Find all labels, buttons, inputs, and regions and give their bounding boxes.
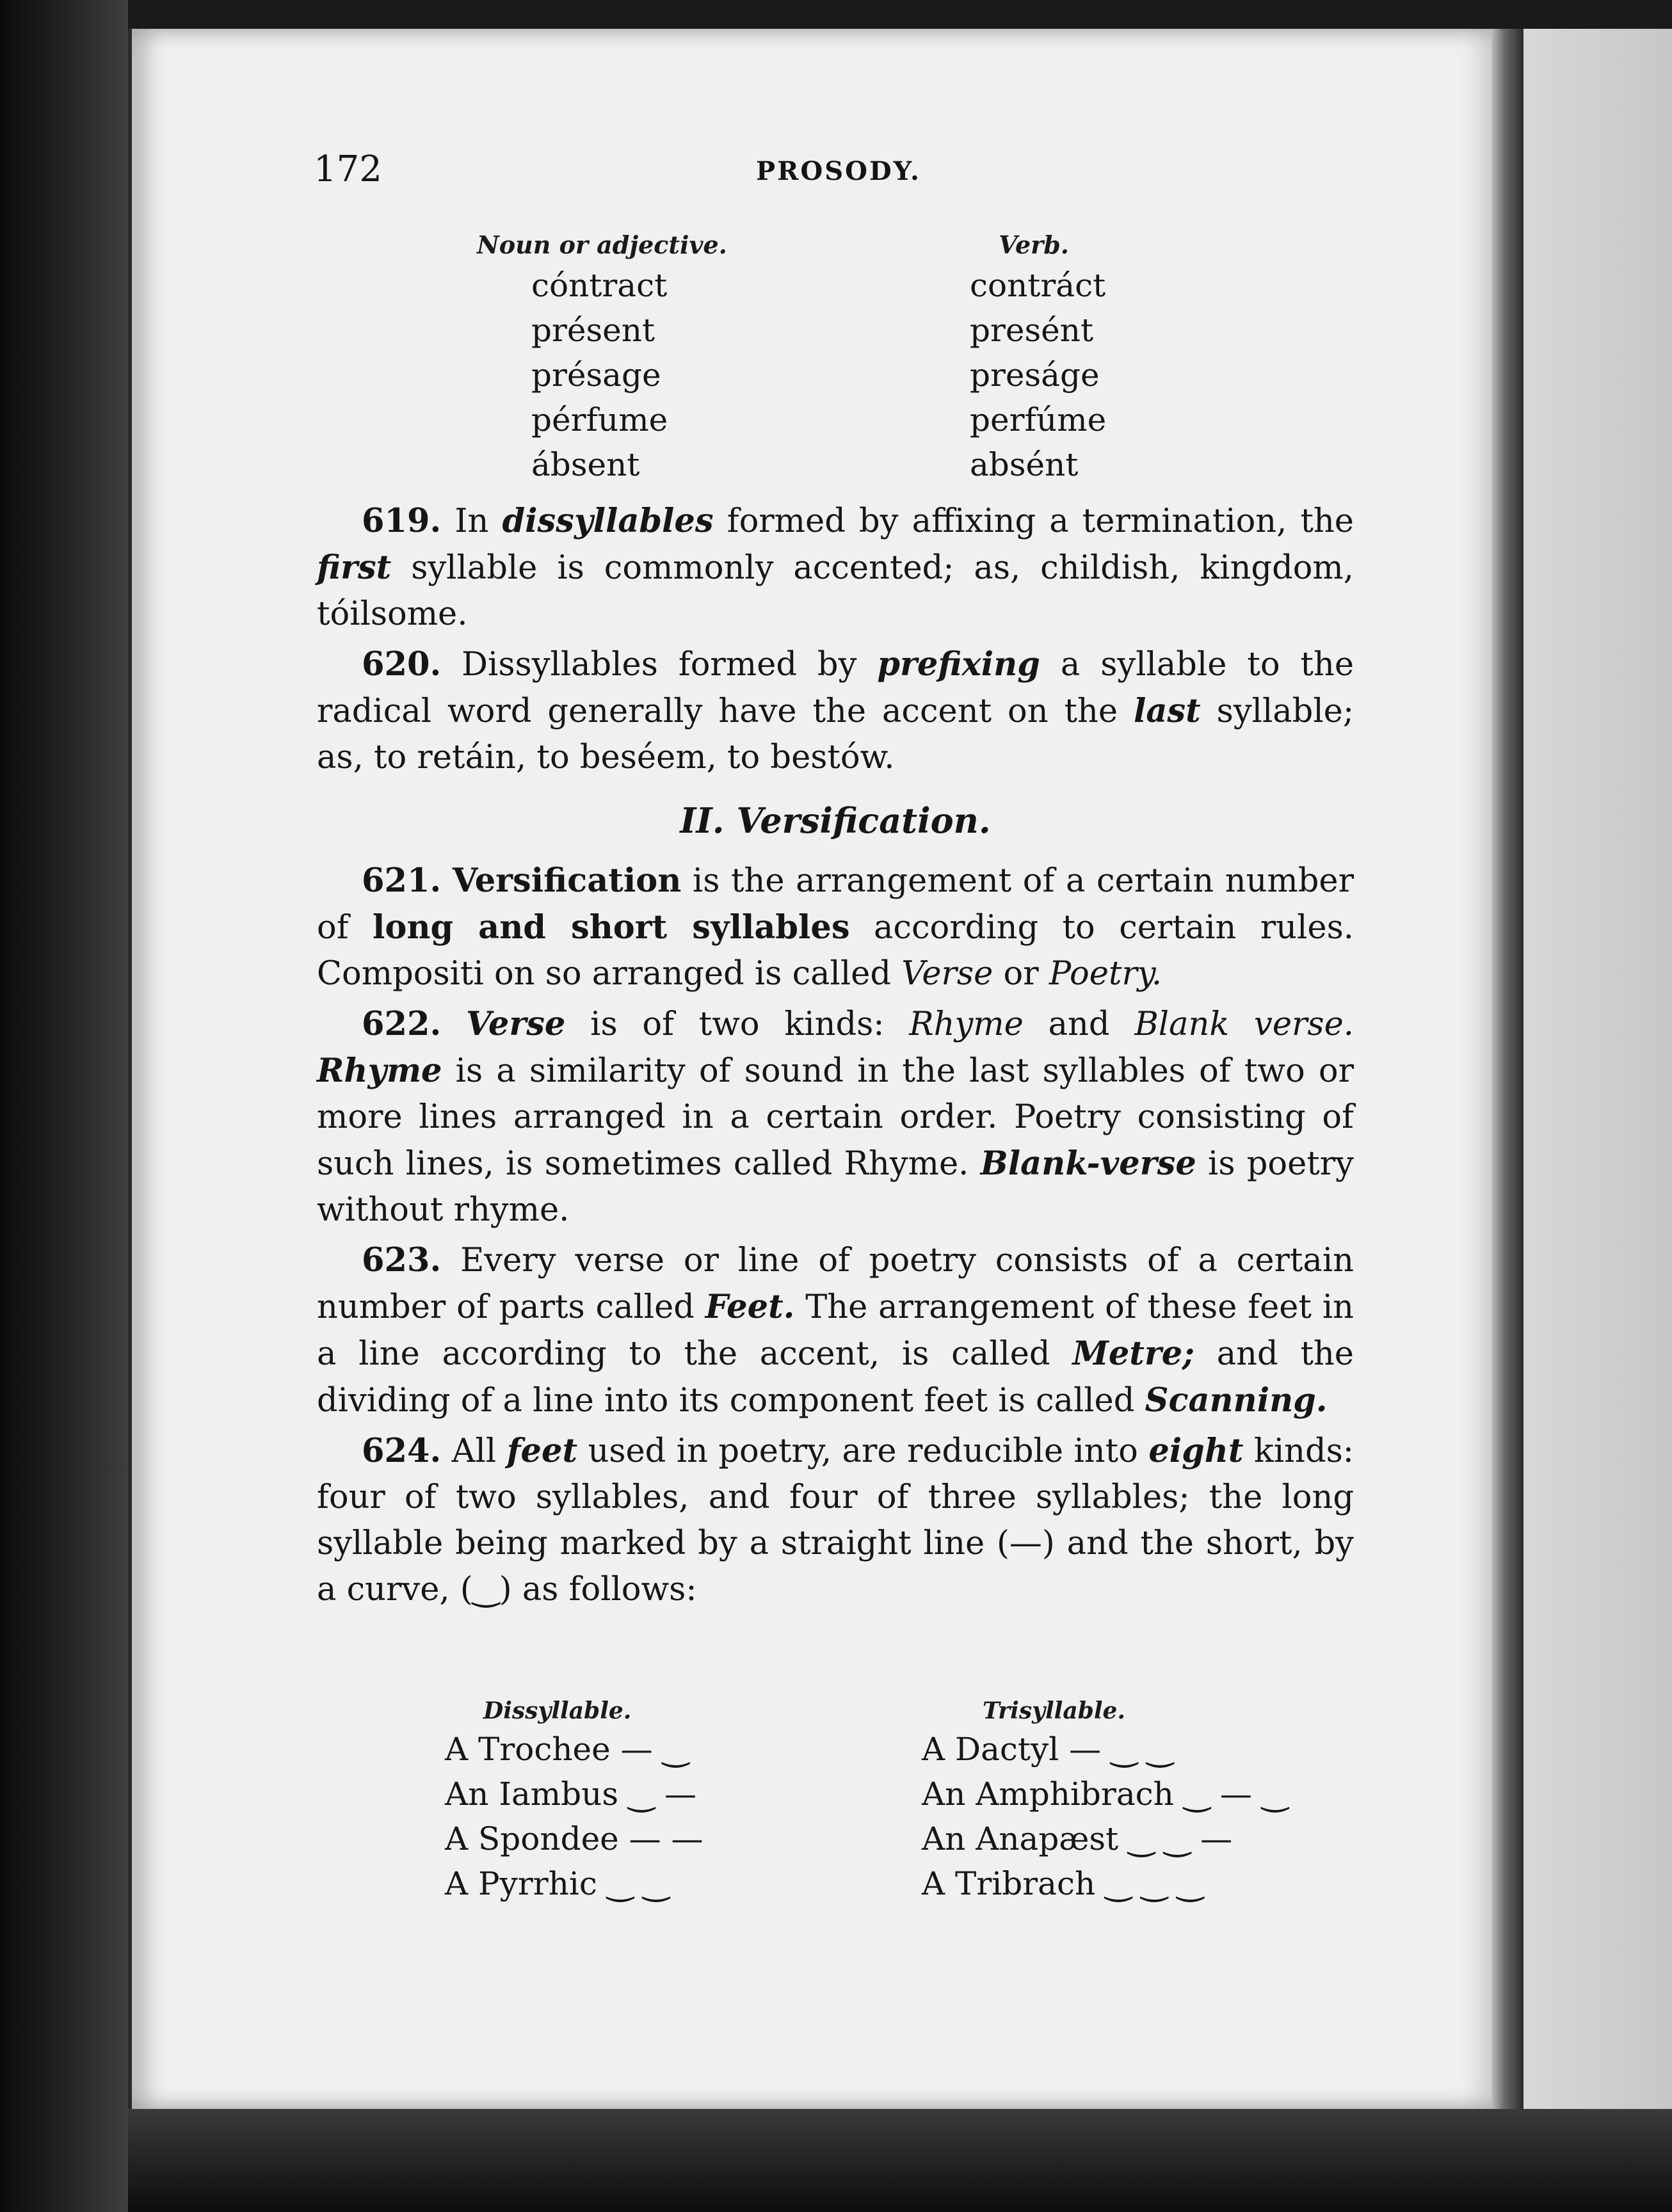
paragraph-number: 622.: [362, 1005, 442, 1043]
paragraph-620: [317, 641, 1354, 781]
trisyllable-column: [922, 1697, 1288, 1906]
paragraph-number: 621.: [362, 862, 442, 900]
emphasis: eight: [1148, 1432, 1244, 1470]
text-run: Dissyllables formed by: [441, 646, 878, 684]
list-item: perfúme: [970, 401, 1107, 438]
paragraph-number: 620.: [362, 645, 442, 684]
column-heading: Dissyllable.: [483, 1697, 632, 1724]
italic-term: Verse: [901, 955, 993, 993]
emphasis: Feet.: [705, 1288, 795, 1326]
list-item: presént: [970, 312, 1094, 349]
text-run: kinds: four of two syllables, and four of three syllables; the long syllable being marked by a straight line (—) and the short, by a curve, (‿) as follows:: [317, 1432, 1354, 1608]
emphasis: last: [1134, 692, 1201, 730]
dissyllable-column: [445, 1697, 703, 1906]
paragraph-621: [317, 858, 1354, 997]
metrical-feet-table: [0, 1697, 1672, 1902]
text-run: is the arrangement of a certain number of: [317, 862, 1354, 947]
emphasis: Rhyme: [317, 1052, 442, 1090]
emphasis: Verse: [466, 1005, 566, 1043]
text-run: syllable; as, to retáin, to beséem, to bestów.: [317, 693, 1354, 776]
list-item: cóntract: [531, 267, 668, 304]
paragraph-number: 624.: [362, 1432, 442, 1470]
text-run: used in poetry, are reducible into: [577, 1432, 1149, 1470]
text-run: Every verse or line of poetry consists of a certain number of parts called: [317, 1242, 1354, 1326]
bold-term: long and short syllables: [373, 908, 850, 947]
body-text: [317, 498, 1354, 1617]
list-item: A Spondee — —: [445, 1820, 703, 1857]
paragraph-number: 623.: [362, 1241, 442, 1279]
text-run: and the dividing of a line into its component feet is called: [317, 1335, 1354, 1420]
list-item: pérfume: [531, 401, 668, 438]
noun-adjective-column: [477, 230, 727, 487]
italic-term: Rhyme: [909, 1006, 1024, 1043]
list-item: contráct: [970, 267, 1106, 304]
page-number: 172: [314, 148, 382, 190]
list-item: A Pyrrhic ‿ ‿: [445, 1865, 670, 1902]
text-run: syllable is commonly accented; as, childish, kingdom, tóilsome.: [317, 549, 1354, 633]
page-header: [314, 148, 1363, 200]
list-item: ábsent: [531, 446, 640, 483]
text-run: In: [441, 502, 502, 540]
text-run: [441, 862, 453, 900]
italic-term: Poetry.: [1049, 955, 1162, 993]
paragraph-619: [317, 498, 1354, 637]
emphasis: dissyllables: [502, 502, 714, 540]
text-run: and: [1023, 1006, 1135, 1043]
emphasis: Metre;: [1072, 1334, 1194, 1373]
text-run: is a similarity of sound in the last syllables of two or more lines arranged in a certain order. Poetry consisting of such lines, is sometimes called Rhyme.: [317, 1052, 1354, 1183]
italic-term: Blank verse.: [1134, 1006, 1354, 1043]
list-item: An Iambus ‿ —: [445, 1775, 697, 1813]
emphasis: first: [317, 549, 392, 587]
list-item: présent: [531, 312, 655, 349]
paragraph-622: [317, 1001, 1354, 1233]
section-heading: II. Versification.: [680, 800, 991, 841]
text-run: formed by affixing a termination, the: [713, 502, 1354, 540]
text-run: The arrangement of these feet in a line according to the accent, is called: [317, 1288, 1354, 1373]
list-item: présage: [531, 357, 661, 394]
list-item: An Anapæst ‿ ‿ —: [922, 1820, 1233, 1857]
list-item: An Amphibrach ‿ — ‿: [922, 1775, 1288, 1813]
accent-word-table: [0, 230, 1672, 499]
text-run: according to certain rules. Compositi on so arranged is called: [317, 909, 1354, 993]
text-run: is of two kinds:: [565, 1006, 910, 1043]
column-heading: Verb.: [999, 230, 1069, 259]
text-run: is poetry without rhyme.: [317, 1145, 1354, 1229]
bold-term: Versification: [452, 862, 682, 900]
text-run: All: [441, 1432, 507, 1470]
list-item: A Trochee — ‿: [445, 1731, 689, 1768]
list-item: preságe: [970, 357, 1100, 394]
running-head: PROSODY.: [756, 156, 921, 186]
emphasis: Blank-verse: [980, 1144, 1196, 1183]
list-item: A Dactyl — ‿ ‿: [922, 1731, 1173, 1768]
text-run: [441, 1006, 466, 1043]
column-heading: Noun or adjective.: [477, 230, 727, 259]
list-item: A Tribrach ‿ ‿ ‿: [922, 1865, 1203, 1902]
list-item: absént: [970, 446, 1079, 483]
emphasis: feet: [506, 1432, 578, 1470]
scan-bottom-edge: [128, 2109, 1672, 2212]
paragraph-number: 619.: [362, 502, 442, 540]
text-run: a syllable to the radical word generally have the accent on the: [317, 646, 1354, 730]
paragraph-624: [317, 1428, 1354, 1613]
emphasis: prefixing: [877, 645, 1040, 684]
verb-column: [970, 230, 1106, 487]
column-heading: Trisyllable.: [983, 1697, 1125, 1724]
emphasis: Scanning.: [1145, 1381, 1328, 1420]
paragraph-623: [317, 1237, 1354, 1424]
text-run: or: [993, 955, 1049, 993]
